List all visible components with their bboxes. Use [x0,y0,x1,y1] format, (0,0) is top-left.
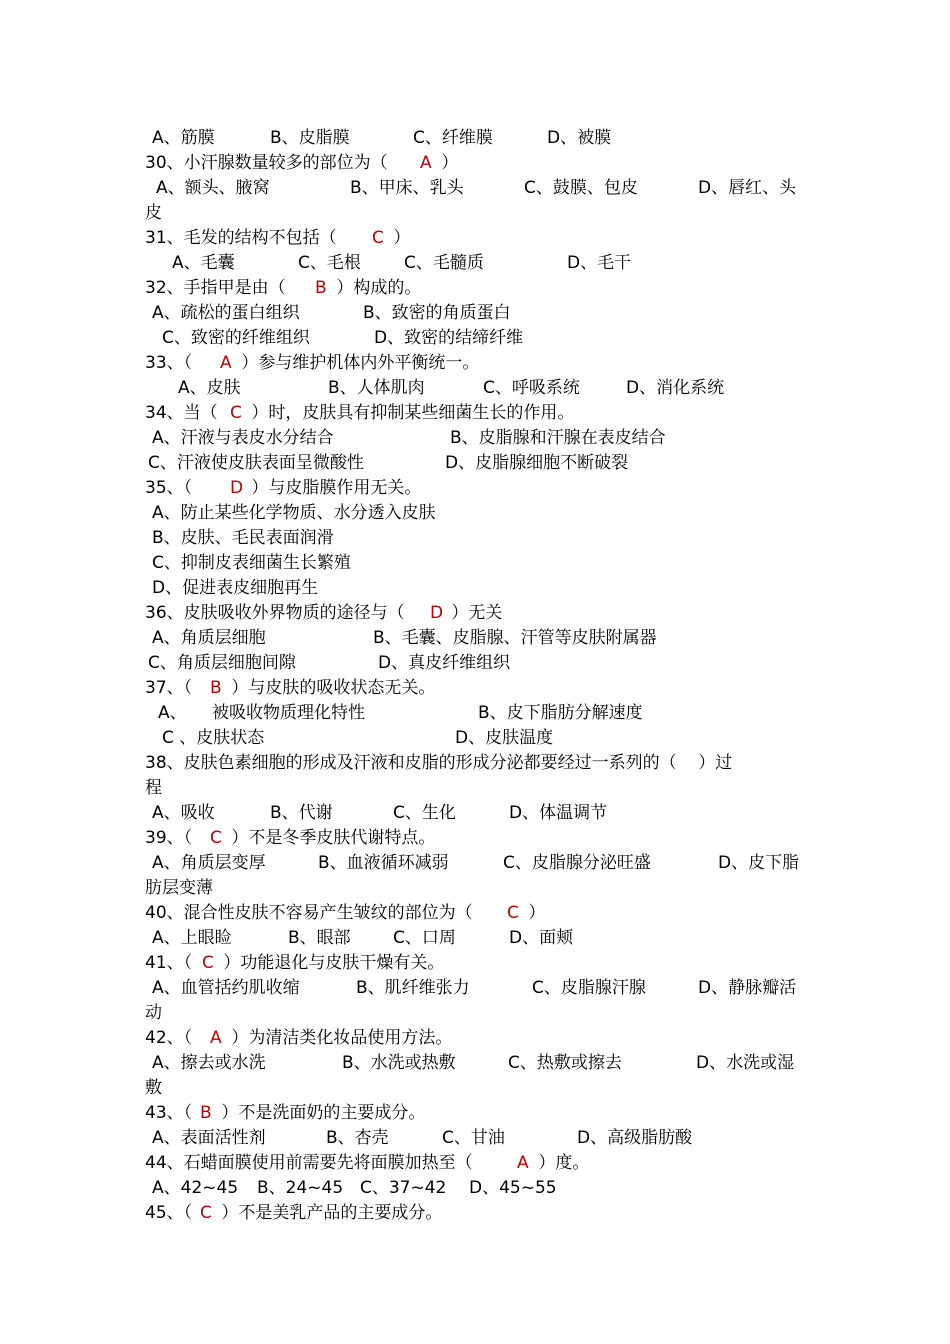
text-segment: D、皮下脂 [718,853,800,873]
text-line [0,901,950,926]
text-segment: C、致密的纤维组织 [162,328,310,348]
text-segment: B、水洗或热敷 [342,1053,456,1073]
answer-mark: A [517,1153,529,1173]
text-segment: 被吸收物质理化特性 [212,703,365,723]
text-segment: C、呼吸系统 [483,378,580,398]
answer-mark: B [200,1103,212,1123]
text-segment: B、肌纤维张力 [356,978,470,998]
answer-mark: A [210,1028,222,1048]
text-segment: 42、（ [145,1028,198,1048]
text-line [0,801,950,826]
answer-mark: C [202,953,214,973]
answer-mark: C [210,828,222,848]
text-line [0,951,950,976]
text-segment: A、皮肤 [178,378,241,398]
text-line [0,626,950,651]
text-segment: ）无关 [446,603,503,623]
text-line [0,301,950,326]
text-segment: A、擦去或水洗 [152,1053,266,1073]
text-segment: B、皮脂腺和汗腺在表皮结合 [450,428,666,448]
text-segment: A、 [158,703,187,723]
text-segment: ）构成的。 [331,278,422,298]
text-segment: 38、皮肤色素细胞的形成及汗液和皮脂的形成分泌都要经过一系列的（ ）过 [145,753,733,773]
text-segment: D、45~55 [469,1178,557,1198]
text-segment: D、面颊 [509,928,574,948]
answer-mark: C [230,403,242,423]
text-segment: C、皮脂腺汗腺 [532,978,646,998]
text-segment: 动 [145,1003,162,1023]
text-line [0,451,950,476]
text-line [0,201,950,226]
text-segment: D、消化系统 [626,378,725,398]
text-segment: ）与皮脂膜作用无关。 [246,478,422,498]
text-line [0,501,950,526]
text-segment: 40、混合性皮肤不容易产生皱纹的部位为（ [145,903,473,923]
text-segment: 37、（ [145,678,198,698]
text-segment: A、血管括约肌收缩 [152,978,300,998]
text-line [0,401,950,426]
text-line [0,1176,950,1201]
text-segment: ）度。 [533,1153,590,1173]
text-segment: B、皮下脂肪分解速度 [478,703,643,723]
text-segment: ）与皮肤的吸收状态无关。 [226,678,436,698]
answer-mark: D [430,603,444,623]
text-segment: D、皮脂腺细胞不断破裂 [445,453,629,473]
text-line [0,126,950,151]
text-segment: 45、（ [145,1203,193,1223]
text-segment: ）不是美乳产品的主要成分。 [216,1203,443,1223]
text-segment: B、致密的角质蛋白 [363,303,511,323]
text-segment: C、热敷或擦去 [508,1053,622,1073]
text-segment: ）为清洁类化妆品使用方法。 [226,1028,453,1048]
text-line [0,1101,950,1126]
answer-mark: C [507,903,519,923]
text-segment: A、吸收 [152,803,215,823]
text-segment: A、角质层变厚 [152,853,266,873]
text-line [0,426,950,451]
text-segment: C、鼓膜、包皮 [524,178,638,198]
text-segment: D、促进表皮细胞再生 [152,578,319,598]
text-line [0,1201,950,1226]
text-segment: A、毛囊 [172,253,235,273]
text-segment: ） [388,228,411,248]
text-line [0,851,950,876]
text-segment: A、汗液与表皮水分结合 [152,428,334,448]
text-segment: B、皮肤、毛民表面润滑 [152,528,334,548]
text-line [0,376,950,401]
text-line [0,351,950,376]
text-segment: D、皮肤温度 [455,728,554,748]
text-segment: ）时，皮肤具有抑制某些细菌生长的作用。 [246,403,575,423]
text-line [0,651,950,676]
text-line [0,676,950,701]
text-line [0,926,950,951]
text-line [0,176,950,201]
text-segment: B、皮脂膜 [270,128,350,148]
text-segment: 34、当（ [145,403,224,423]
text-segment: C、甘油 [442,1128,505,1148]
text-line [0,601,950,626]
text-segment: 敷 [145,1078,162,1098]
text-segment: D、致密的结缔纤维 [374,328,524,348]
text-segment: C、37~42 [360,1178,447,1198]
text-segment: ）功能退化与皮肤干燥有关。 [218,953,445,973]
text-segment: 32、手指甲是由（ [145,278,292,298]
text-line [0,776,950,801]
answer-mark: A [220,353,232,373]
text-segment: A、额头、腋窝 [156,178,270,198]
text-segment: 皮 [145,203,162,223]
answer-mark: D [230,478,244,498]
text-segment: B、血液循环减弱 [318,853,449,873]
text-line [0,1126,950,1151]
text-line [0,576,950,601]
answer-mark: B [210,678,222,698]
text-line [0,526,950,551]
text-line [0,751,950,776]
text-segment: 程 [145,778,162,798]
answer-mark: C [372,228,384,248]
text-segment: C、口周 [393,928,456,948]
text-segment: ） [523,903,546,923]
answer-mark: B [315,278,327,298]
text-segment: C、抑制皮表细菌生长繁殖 [152,553,351,573]
text-segment: D、水洗或湿 [696,1053,795,1073]
text-segment: ）不是冬季皮肤代谢特点。 [226,828,436,848]
text-line [0,276,950,301]
text-segment: C、角质层细胞间隙 [148,653,296,673]
text-segment: C、生化 [393,803,456,823]
text-line [0,1151,950,1176]
text-line [0,976,950,1001]
text-segment: D、唇红、头 [698,178,797,198]
text-line [0,876,950,901]
text-segment: A、42~45 [152,1178,239,1198]
text-segment: B、毛囊、皮脂腺、汗管等皮肤附属器 [373,628,657,648]
text-segment: C、皮脂腺分泌旺盛 [503,853,651,873]
text-line [0,1001,950,1026]
text-segment: C 、皮肤状态 [162,728,265,748]
text-segment: A、疏松的蛋白组织 [152,303,300,323]
text-segment: A、防止某些化学物质、水分透入皮肤 [152,503,436,523]
text-segment: D、体温调节 [509,803,608,823]
text-segment: 44、石蜡面膜使用前需要先将面膜加热至（ [145,1153,479,1173]
text-segment: 43、（ [145,1103,193,1123]
text-segment: 31、毛发的结构不包括（ [145,228,343,248]
text-segment: A、上眼睑 [152,928,232,948]
text-segment: D、被膜 [547,128,612,148]
text-segment: B、杏壳 [326,1128,389,1148]
text-segment: B、甲床、乳头 [350,178,464,198]
text-line [0,1076,950,1101]
text-segment: A、角质层细胞 [152,628,266,648]
text-segment: 36、皮肤吸收外界物质的途径与（ [145,603,405,623]
text-segment: 30、小汗腺数量较多的部位为（ [145,153,394,173]
text-segment: B、24~45 [257,1178,344,1198]
text-line [0,251,950,276]
text-segment: 41、（ [145,953,193,973]
text-line [0,1026,950,1051]
text-line [0,1051,950,1076]
text-line [0,326,950,351]
text-segment: B、眼部 [288,928,351,948]
text-segment: C、纤维膜 [413,128,493,148]
text-line [0,551,950,576]
text-segment: 39、（ [145,828,198,848]
text-segment: B、代谢 [270,803,333,823]
text-line [0,226,950,251]
text-segment: ）参与维护机体内外平衡统一。 [236,353,480,373]
text-segment: D、高级脂肪酸 [577,1128,693,1148]
text-line [0,726,950,751]
text-segment: D、毛干 [567,253,632,273]
text-segment: B、人体肌肉 [328,378,425,398]
text-segment: A、筋膜 [152,128,215,148]
text-segment: 33、（ [145,353,198,373]
text-line [0,701,950,726]
text-segment: 35、（ [145,478,198,498]
answer-mark: C [200,1203,212,1223]
text-segment: ）不是洗面奶的主要成分。 [216,1103,426,1123]
text-line [0,826,950,851]
text-line [0,476,950,501]
text-line [0,151,950,176]
text-segment: C、汗液使皮肤表面呈微酸性 [148,453,364,473]
text-segment: A、表面活性剂 [152,1128,266,1148]
text-segment: C、毛根 [298,253,361,273]
text-segment: D、静脉瓣活 [698,978,797,998]
text-segment: ） [436,153,459,173]
text-segment: C、毛髓质 [404,253,484,273]
answer-mark: A [420,153,432,173]
text-segment: 肪层变薄 [145,878,213,898]
text-segment: D、真皮纤维组织 [378,653,511,673]
